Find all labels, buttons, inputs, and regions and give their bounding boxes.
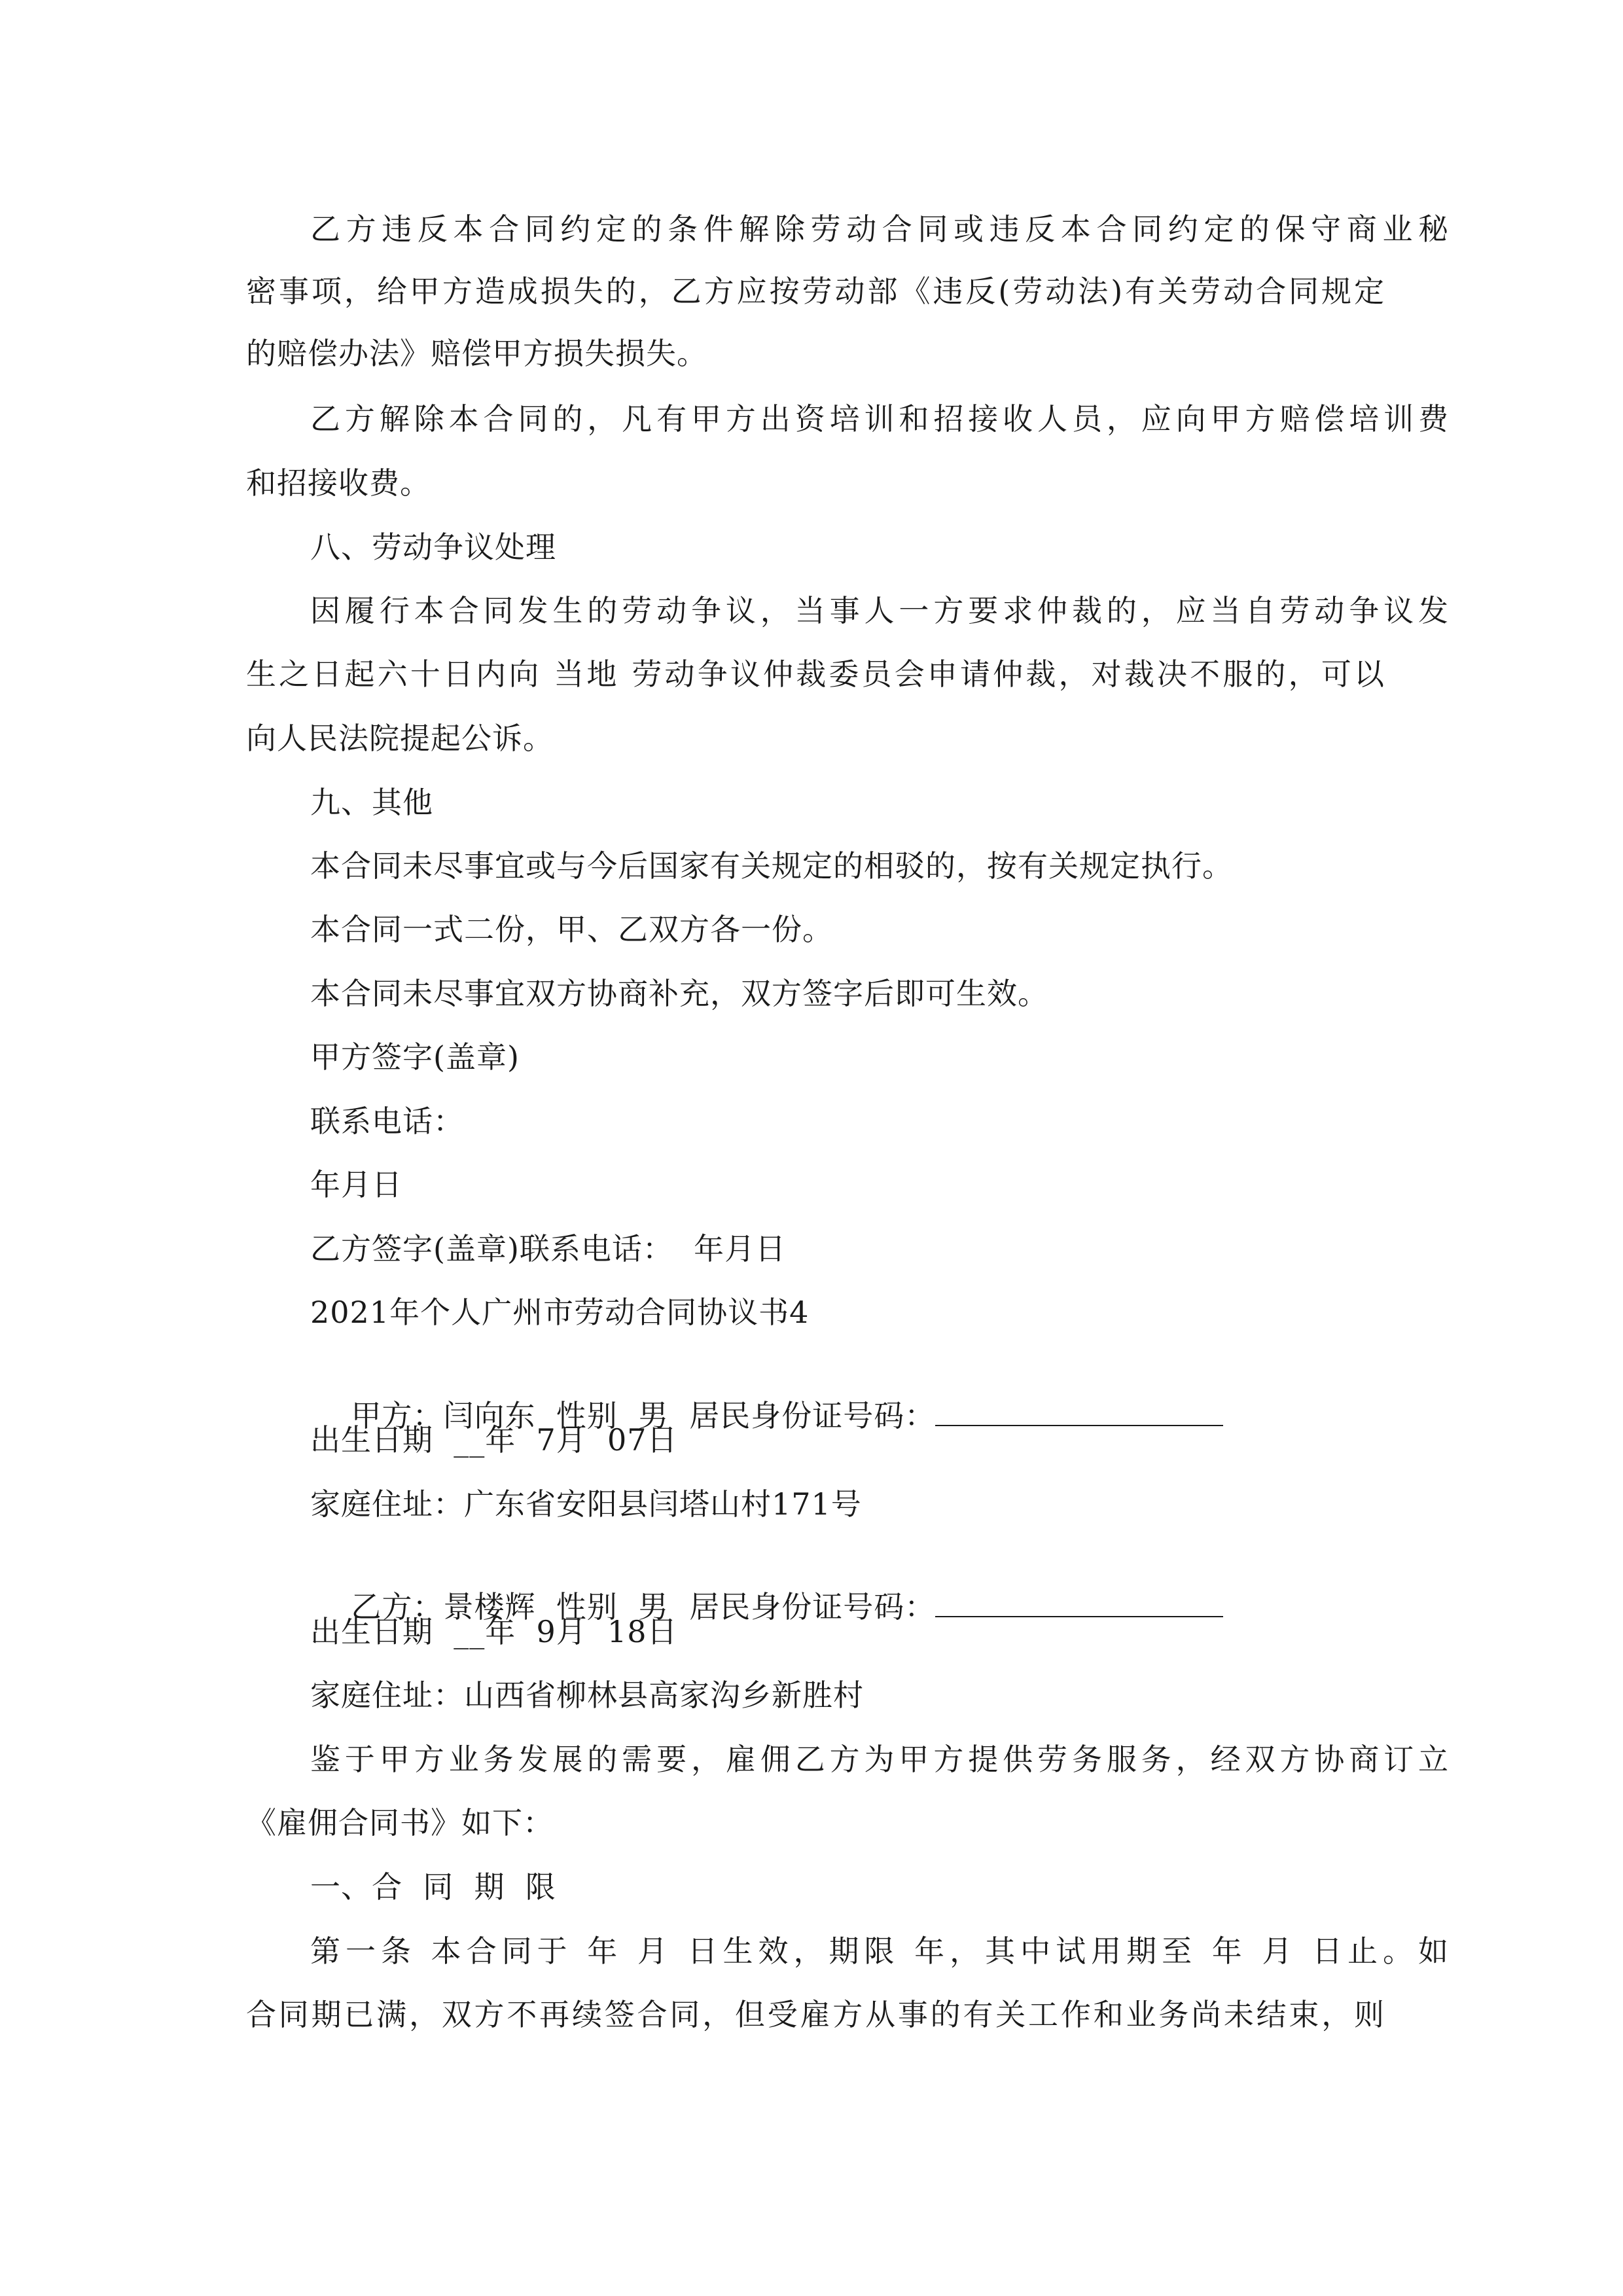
paragraph-line: 本合同一式二份，甲、乙双方各一份。 xyxy=(310,912,833,947)
party-a-line xyxy=(310,1357,1449,1433)
paragraph-line: 密事项，给甲方造成损失的，乙方应按劳动部《违反(劳动法)有关劳动合同规定 xyxy=(246,274,1385,309)
document-title: 2021年个人广州市劳动合同协议书4 xyxy=(310,1295,810,1330)
paragraph-line: 鉴于甲方业务发展的需要，雇佣乙方为甲方提供劳务服务，经双方协商订立 xyxy=(310,1742,1449,1777)
section-heading: 八、劳动争议处理 xyxy=(310,529,556,565)
signature-line: 乙方签字(盖章)联系电话： 年月日 xyxy=(310,1231,787,1266)
section-heading: 九、其他 xyxy=(310,785,433,820)
paragraph-line: 向人民法院提起公诉。 xyxy=(246,721,554,756)
paragraph-line: 乙方违反本合同约定的条件解除劳动合同或违反本合同约定的保守商业秘 xyxy=(310,211,1449,247)
section-heading: 一、合 同 期 限 xyxy=(310,1869,556,1905)
party-b-line xyxy=(310,1548,1449,1624)
paragraph-line: 本合同未尽事宜或与今后国家有关规定的相驳的，按有关规定执行。 xyxy=(310,848,1233,884)
address-line: 家庭住址：山西省柳林县高家沟乡新胜村 xyxy=(310,1677,864,1713)
paragraph-line: 乙方解除本合同的，凡有甲方出资培训和招接收人员，应向甲方赔偿培训费 xyxy=(310,401,1449,437)
party-b-info: 乙方：景楼辉 性别 男 居民身份证号码： xyxy=(351,1589,936,1624)
address-line: 家庭住址：广东省安阳县闫塔山村171号 xyxy=(310,1486,862,1522)
birth-date-line: 出生日期 __年 9月 18日 xyxy=(310,1614,678,1649)
party-a-info: 甲方：闫向东 性别 男 居民身份证号码： xyxy=(351,1398,936,1433)
signature-line: 甲方签字(盖章) xyxy=(310,1039,520,1075)
paragraph-line: 本合同未尽事宜双方协商补充，双方签字后即可生效。 xyxy=(310,976,1048,1011)
paragraph-line: 《雇佣合同书》如下： xyxy=(246,1805,554,1840)
paragraph-line: 的赔偿办法》赔偿甲方损失损失。 xyxy=(246,336,707,371)
date-line: 年月日 xyxy=(310,1167,402,1202)
paragraph-line: 因履行本合同发生的劳动争议，当事人一方要求仲裁的，应当自劳动争议发 xyxy=(310,593,1449,628)
phone-line: 联系电话： xyxy=(310,1103,464,1139)
birth-date-line: 出生日期 __年 7月 07日 xyxy=(310,1422,678,1458)
paragraph-line: 生之日起六十日内向 当地 劳动争议仲裁委员会申请仲裁，对裁决不服的，可以 xyxy=(246,656,1385,692)
paragraph-line: 合同期已满，双方不再续签合同，但受雇方从事的有关工作和业务尚未结束，则 xyxy=(246,1997,1385,2032)
paragraph-line: 和招接收费。 xyxy=(246,465,431,501)
paragraph-line: 第一条 本合同于 年 月 日生效，期限 年，其中试用期至 年 月 日止。如 xyxy=(310,1933,1449,1969)
